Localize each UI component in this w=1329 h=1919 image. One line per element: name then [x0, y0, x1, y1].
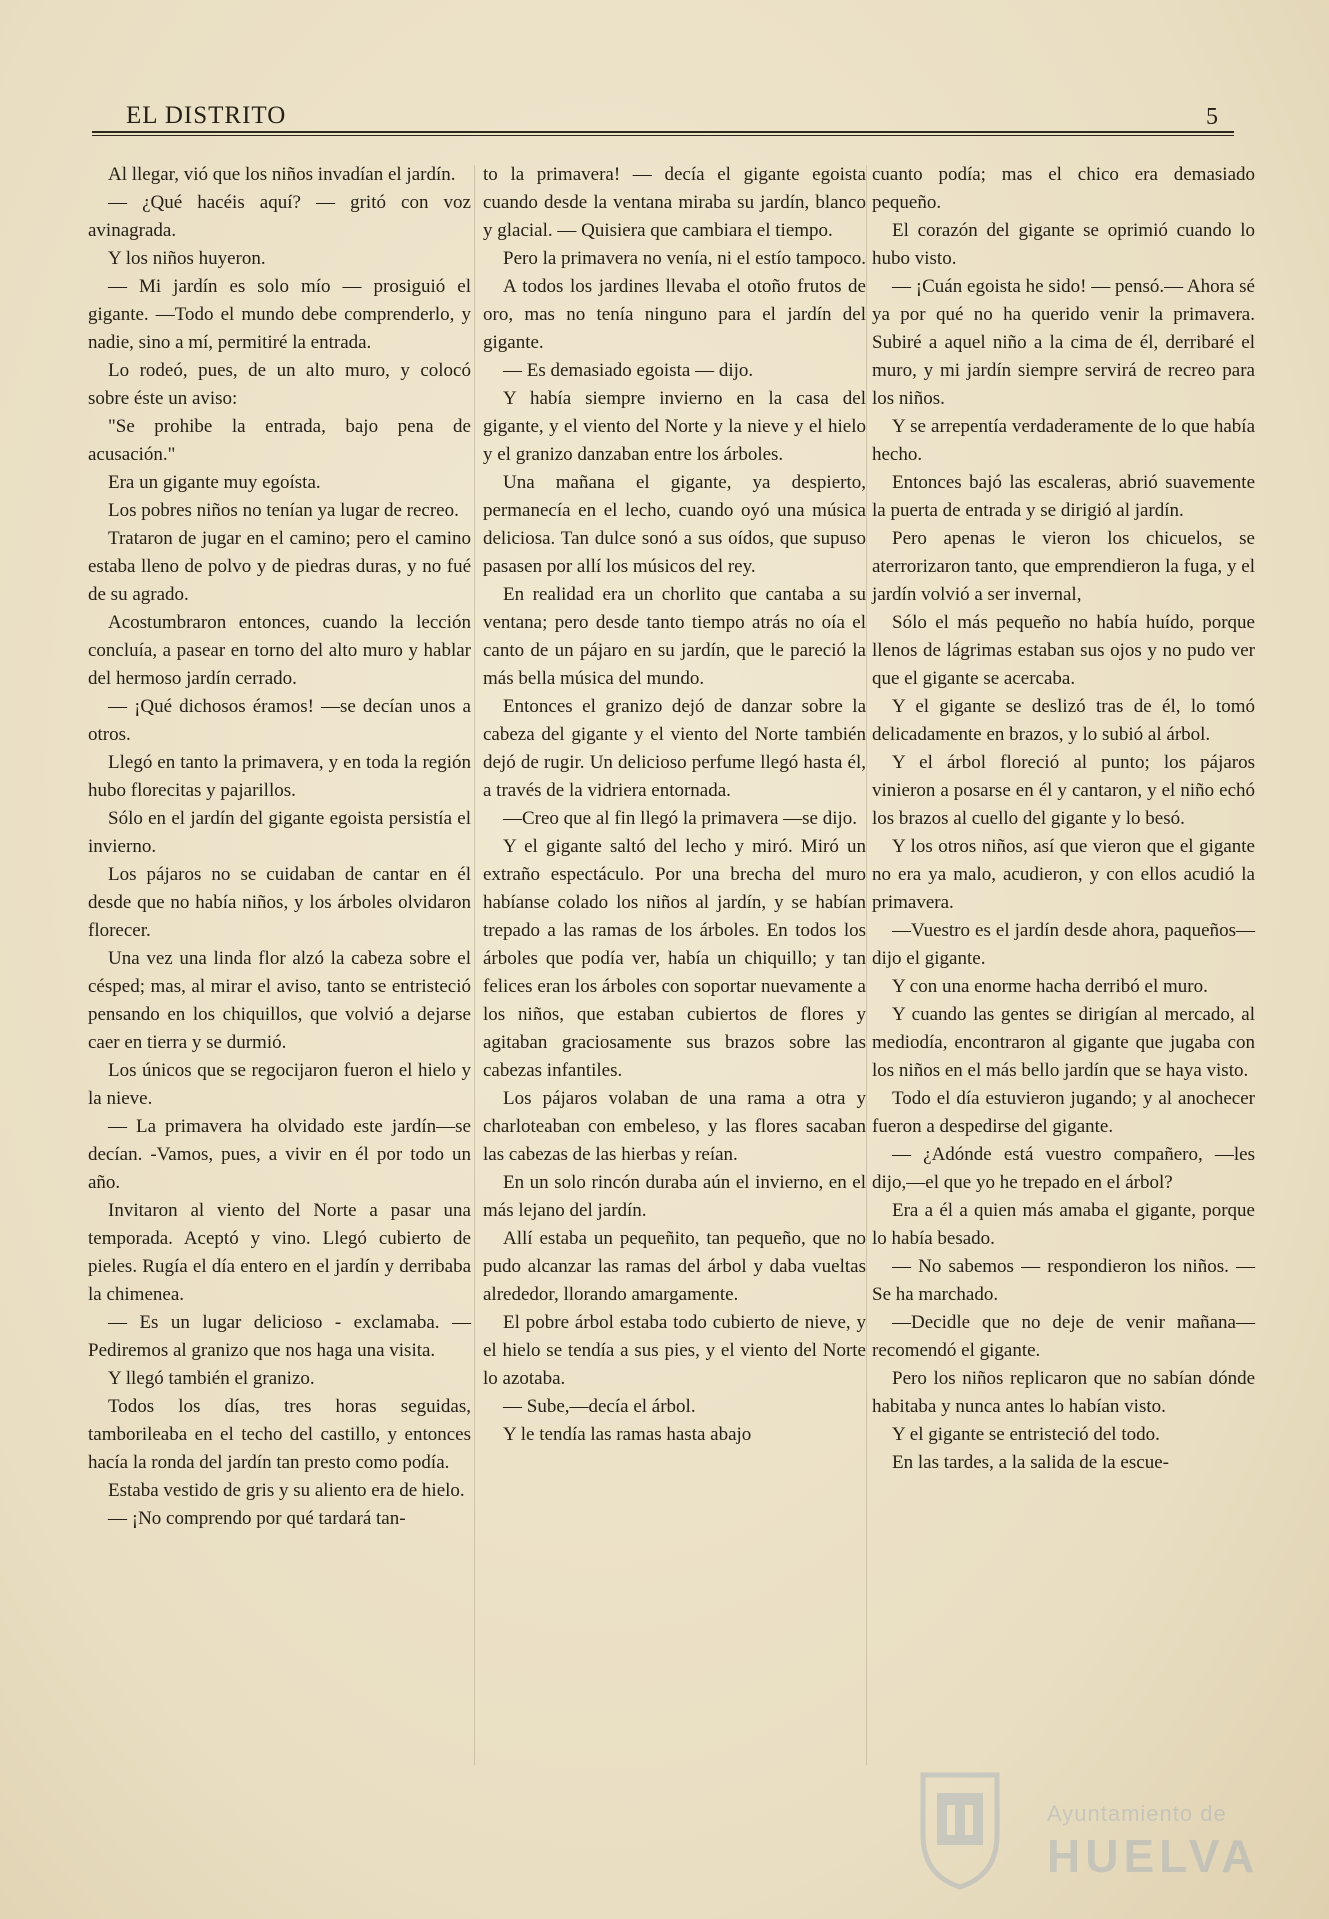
page-header — [92, 100, 1234, 130]
coat-of-arms-icon — [915, 1765, 1005, 1890]
column-divider — [866, 165, 867, 1765]
paragraph: Invitaron al viento del Norte a pasar una temporada. Aceptó y vino. Llegó cubierto de pieles. Rugía el día entero en el jardín y derribaba la chimenea. — [88, 1200, 471, 1305]
watermark-line-2: HUELVA — [1047, 1830, 1260, 1882]
paragraph: Acostumbraron entonces, cuando la lección concluía, a pasear en torno del alto muro y hablar del hermoso jardín cerrado. — [88, 612, 471, 689]
paragraph: Entonces bajó las escaleras, abrió suavemente la puerta de entrada y se dirigió al jardín. — [872, 472, 1255, 521]
paragraph: Sólo en el jardín del gigante egoista persistía el invierno. — [88, 808, 471, 857]
paragraph: Era un gigante muy egoísta. — [108, 472, 321, 493]
paragraph: Y le tendía las ramas hasta abajo — [503, 1424, 752, 1445]
paragraph: Y los otros niños, así que vieron que el gigante no era ya malo, acudieron, y con ellos acudió la primavera. — [872, 836, 1255, 913]
paragraph: Llegó en tanto la primavera, y en toda la región hubo florecitas y pajarillos. — [88, 752, 471, 801]
paragraph: — ¡Cuán egoista he sido! — pensó.— Ahora sé ya por qué no ha querido venir la primavera. Subiré a aquel niño a la cima de él, derribaré el muro, y mi jardín siempre servirá de recreo para los niños. — [872, 276, 1255, 409]
paragraph: Una vez una linda flor alzó la cabeza sobre el césped; mas, al mirar el aviso, tanto se entristeció pensando en los chiquillos, que volvió a dejarse caer en tierra y se durmió. — [88, 948, 471, 1053]
paragraph: — La primavera ha olvidado este jardín—se decían. -Vamos, pues, a vivir en él por todo un año. — [88, 1116, 471, 1193]
paragraph: Y se arrepentía verdaderamente de lo que había hecho. — [872, 416, 1255, 465]
text-column-1 — [88, 161, 471, 1533]
paragraph: — ¡Qué dichosos éramos! —se decían unos a otros. — [88, 696, 471, 745]
paragraph: Pero los niños replicaron que no sabían dónde habitaba y nunca antes lo habían visto. — [872, 1368, 1255, 1417]
paragraph: En las tardes, a la salida de la escue- — [892, 1452, 1169, 1473]
paragraph: El corazón del gigante se oprimió cuando lo hubo visto. — [872, 220, 1255, 269]
paragraph: Los únicos que se regocijaron fueron el hielo y la nieve. — [88, 1060, 471, 1109]
paragraph: Allí estaba un pequeñito, tan pequeño, que no pudo alcanzar las ramas del árbol y daba vueltas alrededor, llorando amargamente. — [483, 1228, 866, 1305]
header-rule-thin — [92, 135, 1234, 136]
paragraph: —Creo que al fin llegó la primavera —se dijo. — [503, 808, 858, 829]
paragraph: to la primavera! — decía el gigante egoista cuando desde la ventana miraba su jardín, blanco y glacial. — Quisiera que cambiara el tiempo. — [483, 164, 866, 241]
paragraph: Los pájaros volaban de una rama a otra y charloteaban con embeleso, y las flores sacaban las cabezas de las hierbas y reían. — [483, 1088, 866, 1165]
paragraph: Todos los días, tres horas seguidas, tamborileaba en el techo del castillo, y entonces hacía la ronda del jardín tan presto como podía. — [88, 1396, 471, 1473]
paragraph: Al llegar, vió que los niños invadían el jardín. — [108, 164, 456, 185]
watermark-line-1: Ayuntamiento de — [1047, 1801, 1227, 1826]
paragraph: — Es un lugar delicioso - exclamaba. — Pediremos al granizo que nos haga una visita. — [88, 1312, 471, 1361]
paragraph: Y cuando las gentes se dirigían al mercado, al mediodía, encontraron al gigante que jugaba con los niños en el más bello jardín que se haya visto. — [872, 1004, 1255, 1081]
paragraph: Los pájaros no se cuidaban de cantar en él desde que no había niños, y los árboles olvidaron florecer. — [88, 864, 471, 941]
paragraph: Era a él a quien más amaba el gigante, porque lo había besado. — [872, 1200, 1255, 1249]
paragraph: Y con una enorme hacha derribó el muro. — [892, 976, 1208, 997]
paragraph: Y los niños huyeron. — [108, 248, 266, 269]
paragraph: Trataron de jugar en el camino; pero el camino estaba lleno de polvo y de piedras duras, y no fué de su agrado. — [88, 528, 471, 605]
paragraph: — Es demasiado egoista — dijo. — [503, 360, 754, 381]
text-column-2 — [483, 161, 866, 1449]
paragraph: Y el árbol floreció al punto; los pájaros vinieron a posarse en él y cantaron, y el niño echó los brazos al cuello del gigante y lo besó. — [872, 752, 1255, 829]
text-column-3 — [872, 161, 1255, 1477]
paragraph: Y el gigante saltó del lecho y miró. Miró un extraño espectáculo. Por una brecha del muro habíanse colado los niños al jardín, y se habían trepado a las ramas de los árboles. En todos los árboles que podía ver, había un chiquillo; y tan felices eran los árboles con soportar nuevamente a los niños, que estaban cubiertos de flores y agitaban graciosamente sus brazos sobre las cabezas infantiles. — [483, 836, 866, 1081]
publication-title: EL DISTRITO — [126, 102, 287, 129]
paragraph: Estaba vestido de gris y su aliento era de hielo. — [108, 1480, 465, 1501]
paragraph: Y el gigante se entristeció del todo. — [892, 1424, 1160, 1445]
paragraph: —Decidle que no deje de venir mañana—recomendó el gigante. — [872, 1312, 1255, 1361]
paragraph: Sólo el más pequeño no había huído, porque llenos de lágrimas estaban sus ojos y no pudo ver que el gigante se acercaba. — [872, 612, 1255, 689]
paragraph: Y había siempre invierno en la casa del gigante, y el viento del Norte y la nieve y el hielo y el granizo danzaban entre los árboles. — [483, 388, 866, 465]
paragraph: — Mi jardín es solo mío — prosiguió el gigante. —Todo el mundo debe comprenderlo, y nadie, sino a mí, permitiré la entrada. — [88, 276, 471, 353]
paragraph: Una mañana el gigante, ya despierto, permanecía en el lecho, cuando oyó una música deliciosa. Tan dulce sonó a sus oídos, que supuso pasasen por allí los músicos del rey. — [483, 472, 866, 577]
paragraph: Pero apenas le vieron los chicuelos, se aterrorizaron tanto, que emprendieron la fuga, y el jardín volvió a ser invernal, — [872, 528, 1255, 605]
header-rule — [92, 131, 1234, 133]
paragraph: Los pobres niños no tenían ya lugar de recreo. — [108, 500, 459, 521]
paragraph: Pero la primavera no venía, ni el estío tampoco. — [503, 248, 866, 269]
paragraph: —Vuestro es el jardín desde ahora, paqueños—dijo el gigante. — [872, 920, 1255, 969]
paragraph: — Sube,—decía el árbol. — [503, 1396, 696, 1417]
paragraph: Y llegó también el granizo. — [108, 1368, 315, 1389]
paragraph: — ¡No comprendo por qué tardará tan- — [108, 1508, 406, 1529]
column-divider — [474, 165, 475, 1765]
paragraph: Lo rodeó, pues, de un alto muro, y colocó sobre éste un aviso: — [88, 360, 471, 409]
paragraph: — ¿Adónde está vuestro compañero, —les dijo,—el que yo he trepado en el árbol? — [872, 1144, 1255, 1193]
paragraph: — ¿Qué hacéis aquí? — gritó con voz avinagrada. — [88, 192, 471, 241]
paragraph: — No sabemos — respondieron los niños. — Se ha marchado. — [872, 1256, 1255, 1305]
paragraph: Y el gigante se deslizó tras de él, lo tomó delicadamente en brazos, y lo subió al árbol. — [872, 696, 1255, 745]
paragraph: A todos los jardines llevaba el otoño frutos de oro, mas no tenía ninguno para el jardín del gigante. — [483, 276, 866, 353]
paragraph: El pobre árbol estaba todo cubierto de nieve, y el hielo se tendía a sus pies, y el viento del Norte lo azotaba. — [483, 1312, 866, 1389]
paragraph: En un solo rincón duraba aún el invierno, en el más lejano del jardín. — [483, 1172, 866, 1221]
page-number: 5 — [1206, 104, 1218, 130]
paragraph: "Se prohibe la entrada, bajo pena de acusación." — [88, 416, 471, 465]
paragraph: Todo el día estuvieron jugando; y al anochecer fueron a despedirse del gigante. — [872, 1088, 1255, 1137]
paragraph: Entonces el granizo dejó de danzar sobre la cabeza del gigante y el viento del Norte también dejó de rugir. Un delicioso perfume llegó hasta él, a través de la vidriera entornada. — [483, 696, 866, 801]
archive-watermark — [915, 1765, 1260, 1895]
paragraph: cuanto podía; mas el chico era demasiado pequeño. — [872, 164, 1255, 213]
paragraph: En realidad era un chorlito que cantaba a su ventana; pero desde tanto tiempo atrás no oía el canto de un pájaro en su jardín, que le pareció la más bella música del mundo. — [483, 584, 866, 689]
